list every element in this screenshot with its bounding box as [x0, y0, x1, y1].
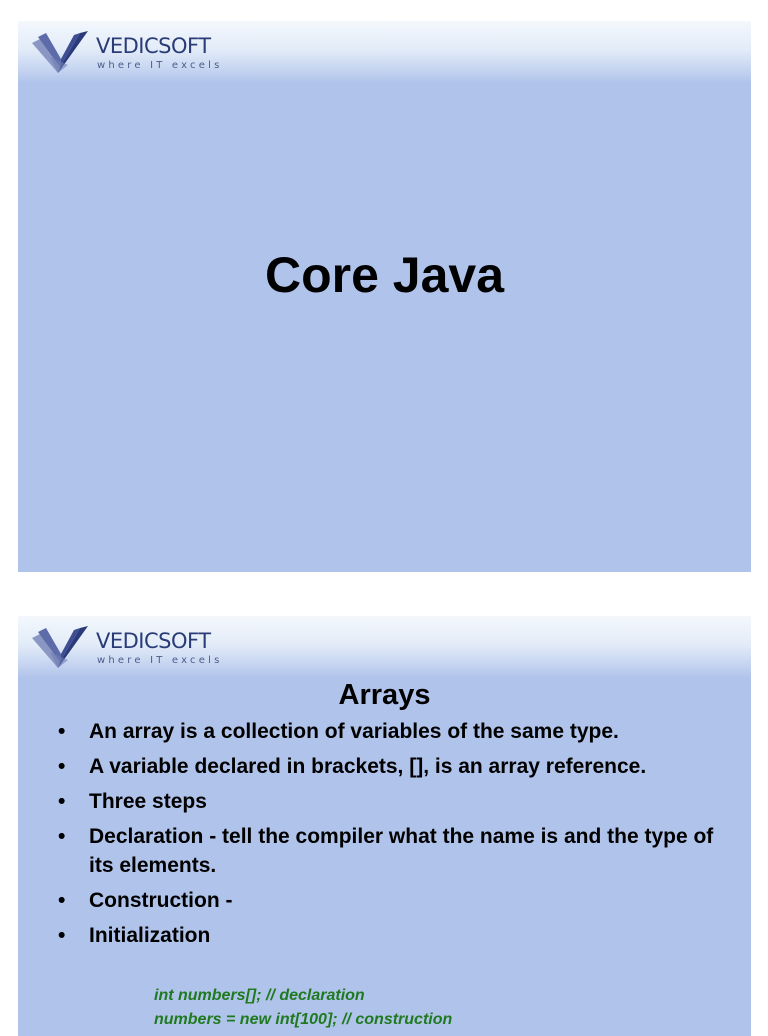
bullet-symbol: •	[58, 720, 66, 743]
v-chevron-logo-icon	[30, 29, 92, 77]
bullet-item	[58, 787, 728, 816]
vedicsoft-logo	[30, 624, 230, 674]
bullet-text: Construction -	[89, 889, 233, 912]
bullet-item	[58, 921, 728, 950]
bullet-symbol: •	[58, 889, 66, 912]
bullet-text: Declaration - tell the compiler what the name is and the type of its elements.	[89, 825, 714, 877]
brand-name: VEDICSOFT	[96, 34, 211, 58]
bullet-symbol: •	[58, 924, 66, 947]
bullet-text: An array is a collection of variables of the same type.	[89, 720, 619, 743]
slide-heading: Arrays	[338, 679, 431, 711]
bullet-text: Initialization	[89, 924, 211, 947]
bullet-symbol: •	[58, 790, 66, 813]
code-line: int numbers[]; // declaration	[154, 987, 365, 1004]
bullet-text: A variable declared in brackets, [], is an array reference.	[89, 755, 647, 778]
bullet-item	[58, 752, 728, 781]
title-slide	[18, 21, 751, 572]
brand-tagline: where IT excels	[97, 655, 223, 666]
bullet-list	[58, 717, 728, 956]
bullet-text: Three steps	[89, 790, 207, 813]
bullet-item	[58, 822, 728, 880]
bullet-symbol: •	[58, 755, 66, 778]
bullet-item	[58, 886, 728, 915]
slide-title: Core Java	[264, 247, 505, 303]
brand-name: VEDICSOFT	[96, 629, 211, 653]
bullet-item	[58, 717, 728, 746]
code-line: numbers = new int[100]; // construction	[154, 1011, 453, 1028]
code-sample	[154, 984, 452, 1032]
arrays-slide	[18, 616, 751, 1036]
bullet-symbol: •	[58, 825, 66, 848]
vedicsoft-logo	[30, 29, 230, 79]
brand-tagline: where IT excels	[97, 60, 223, 71]
v-chevron-logo-icon	[30, 624, 92, 672]
